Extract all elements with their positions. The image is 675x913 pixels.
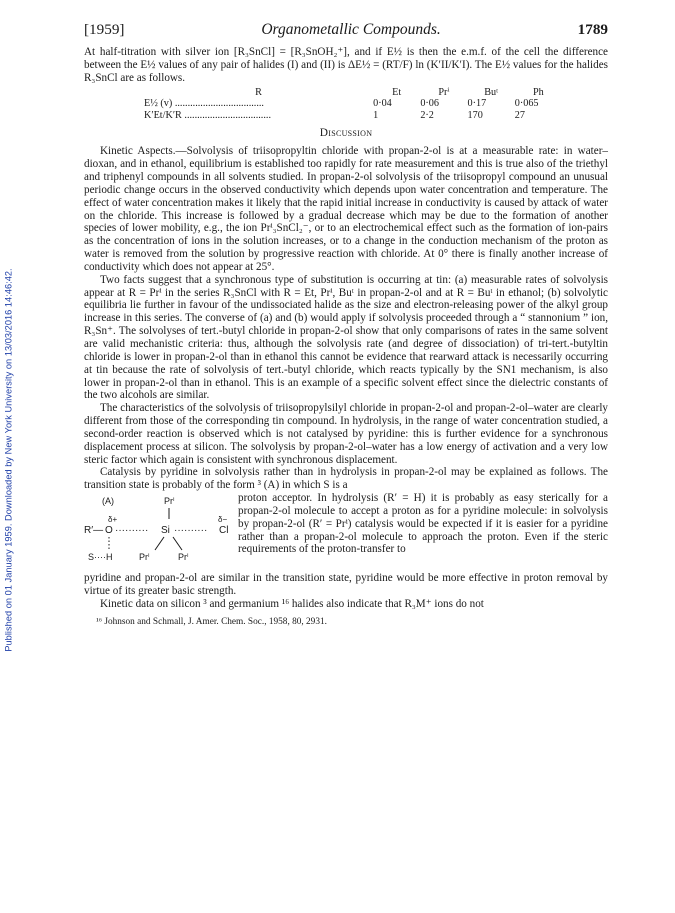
table-cell: 0·17 [467, 98, 487, 110]
partial-bond-si-cl: ·········· [174, 525, 208, 537]
table-cell: 170 [467, 109, 483, 121]
delta-plus-label: δ+ [108, 515, 118, 525]
table-cell: 0·04 [373, 98, 392, 110]
table-header-cell: Et [392, 86, 402, 98]
intro-paragraph: At half-titration with silver ion [R₃SnCl] = [R₃SnOH₂⁺], and if E½ is then the e.m.f. of the cell the difference between the E½ values of any pair of halides (I) and (II) is ΔE½ = (RT/F) ln (K′II/K′I). The E½ values for the halides R₃SnCl are as follows. [84, 46, 608, 84]
body-paragraph: Catalysis by pyridine in solvolysis rather than in hydrolysis in propan-2-ol may be explained as follows. The transition state is probably of the form ³ (A) in which S is a [84, 466, 608, 492]
isopropyl-right-label: Prⁱ [178, 552, 189, 563]
table-cell: 0·06 [420, 98, 439, 110]
download-notice-text: Published on 01 January 1959. Downloaded by New York University on 13/03/2016 14:46:42. [4, 268, 14, 652]
table-row [144, 98, 562, 110]
section-heading: Discussion [319, 127, 373, 140]
delta-minus-label: δ− [218, 515, 228, 525]
transition-state-diagram [84, 492, 238, 572]
half-wave-table [144, 87, 562, 122]
body-paragraph: The characteristics of the solvolysis of triisopropylsilyl chloride in propan-2-ol and propan-2-ol–water are clearly different from those of the corresponding tin compound. In hydrolysis, in the range of water concentration studied, a second-order reaction is observed which is not catalysed by pyridine: this is further evidence for a synchronous displacement process at silicon. The solvolysis by propan-2-ol–water has a low energy of activation and a very low steric factor which again is consistent with synchronous displacement. [84, 402, 608, 466]
download-notice-sidebar [2, 150, 16, 770]
table-cell: 27 [514, 109, 525, 121]
running-header [84, 20, 608, 40]
table-cell: 0·065 [514, 98, 539, 110]
figure-row [84, 492, 608, 572]
solvent-proton-label: S····H [88, 552, 113, 563]
page-number: 1789 [577, 21, 608, 38]
body-paragraph: Kinetic data on silicon ³ and germanium ¹⁶ halides also indicate that R₃M⁺ ions do not [100, 597, 484, 610]
page [84, 20, 608, 628]
figure-side-text [238, 492, 608, 556]
table-row [144, 110, 562, 122]
isopropyl-top-label: Prⁱ [164, 496, 175, 507]
table-cell: 1 [373, 109, 379, 121]
isopropyl-left-label: Prⁱ [139, 552, 150, 563]
body-paragraph: proton acceptor. In hydrolysis (R′ = H) it is probably as easy sterically for a propan-2-ol molecule to accept a proton as for a pyridine molecule: in solvolysis by propan-2-ol (R′ = Prⁱ) catalysis would be expected if it is easier for a pyridine rather than a propan-2-ol molecule to approach the proton. Even if the steric requirements of the proton-transfer to [238, 492, 608, 556]
table-header-cell: Prⁱ [438, 86, 450, 98]
partial-bond-o-si: ·········· [115, 525, 149, 537]
journal-year: [1959] [84, 21, 125, 38]
body-paragraph: pyridine and propan-2-ol are similar in the transition state, pyridine would be more effective in proton removal by virtue of its greater basic strength. [84, 572, 608, 597]
body-paragraph: Kinetic Aspects.—Solvolysis of triisopropyltin chloride with propan-2-ol is at a measurable rate: in water–dioxan, and in ethanol, equilibrium is established too rapidly for rate measurement and this is true also of the triethyl and triphenyl compounds in all solvents studied. In propan-2-ol solvolysis of the triisopropyl compound an unusual periodic change occurs in the observed conductivity which depends upon water concentration and temperature. The effect of water concentration makes it likely that the rapid initial increase in conductivity is caused by attack of water on the chloride. This increase is followed by a gradual decrease which may be due to the formation of another species of lower mobility, e.g., the ion Prⁱ₃SnCl₂⁻, or to an electrochemical effect such as the formation of ion-pairs as the concentration of ions in the solution increases, or to a change in the conduction mechanism of the proton as water is removed from the solution by progressive reaction with chloride. At 0° there is finally another increase of conductivity which does not appear at 25°. [84, 145, 608, 273]
table-row-label: E½ (v) ................................... [144, 98, 264, 110]
oxygen-label: O [105, 525, 113, 537]
body-paragraph: Two facts suggest that a synchronous type of substitution is occurring at tin: (a) measurable rates of solvolysis appear at R = Prⁱ in the series R₃SnCl with R = Et, Prⁱ, Buᵗ in propan-2-ol and at R = Buᵗ in ethanol; (b) solvolytic equilibria lie further in favour of the undissociated halide as the size and electron-releasing power of the alkyl group increase in this series. The converse of (a) and (b) would apply if solvolysis proceeded through a “ stannonium ” ion, R₃Sn⁺. The solvolyses of tert.-butyl chloride in propan-2-ol show that only comparisons of rates in the same solvent are valid mechanistic criteria: thus, although the solvolysis rate (and degree of dissociation) of tri-tert.-butyltin chloride is lower in propan-2-ol than in ethanol this cannot be evidence that rearward attack is necessarily occurring at tin because the rate of solvolysis of tert.-butyl chloride, which reacts typically by the SN1 mechanism, is also lower in propan-2-ol than in ethanol. This is an example of a specific solvent effect since the dielectric constants of the two alcohols are similar. [84, 273, 608, 402]
table-cell: 2·2 [420, 109, 434, 121]
running-title: Organometallic Compounds. [261, 21, 441, 38]
table-header-row [144, 87, 562, 99]
chlorine-label: Cl [219, 525, 229, 537]
transition-state-svg [84, 495, 234, 569]
structure-label: (A) [102, 496, 114, 507]
r-prime-label: R′— [84, 525, 104, 537]
silicon-label: Si [161, 525, 170, 537]
table-row-label: K′Et/K′R .................................. [144, 109, 271, 121]
table-header-cell: Buᵗ [484, 86, 499, 98]
table-header-cell: R [255, 86, 262, 98]
table-header-cell: Ph [532, 86, 544, 98]
footnote: ¹⁶ Johnson and Schmall, J. Amer. Chem. Soc., 1958, 80, 2931. [96, 616, 327, 627]
